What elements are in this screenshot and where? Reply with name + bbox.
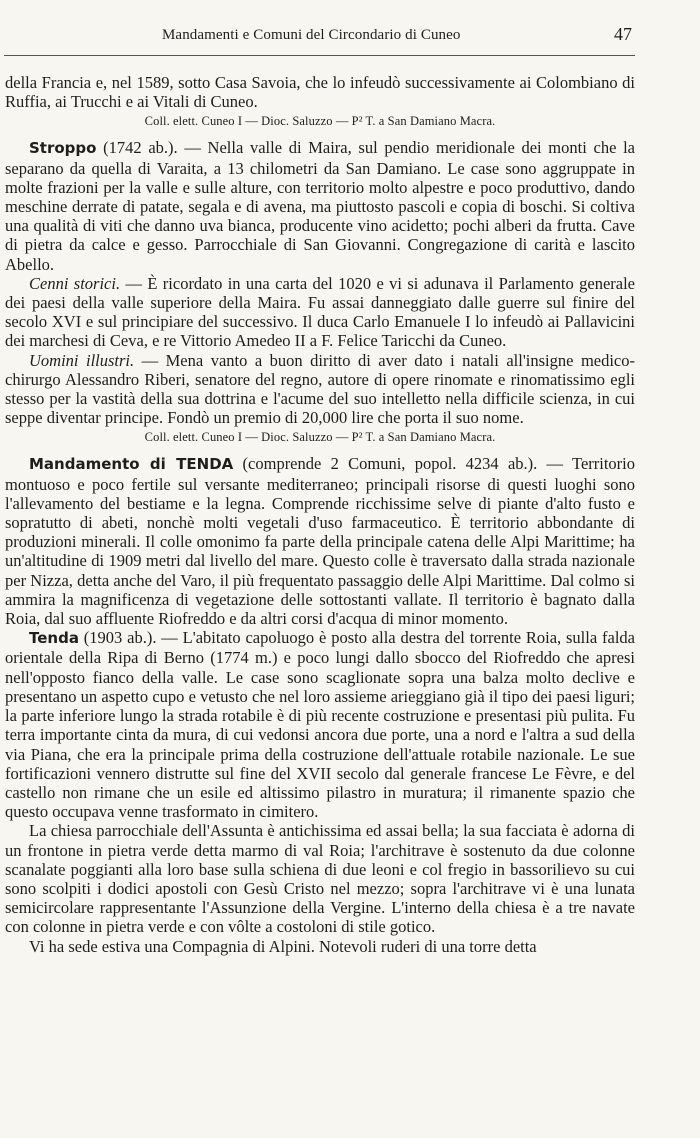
paragraph-tenda: [5, 628, 635, 821]
subheading-cenni-storici: Cenni storici.: [29, 273, 121, 293]
paragraph-text: (comprende 2 Comuni, popol. 4234 ab.). — Territorio montuoso e poco fertile sul versante mediterraneo; principali risorse di questi luoghi sono l'allevamento del bestiame e la legna. Comprende ricchissime selve di piante d'alto fusto e sopratutto di abeti, nonchè molti vegetali d'uso farmaceutico. È territorio abbondante di produzioni minerali. Il colle omonimo fa parte della principale catena delle Alpi Marittime; ha un'altitudine di 1909 metri dal livello del mare. Questo colle è traversato dalla strada nazionale per Nizza, detta anche del Varo, il più frequentato passaggio delle Alpi Marittime. Dal colmo si ammira la magnificenza di vegetazione delle sottostanti vallate. Il territorio è bagnato dalla Roia, dal suo affluente Riofreddo e da altri corsi d'acqua di minor momento.: [5, 454, 635, 629]
paragraph-francia: [5, 73, 635, 111]
paragraph-text: — Mena vanto a buon diritto di aver dato i natali all'insigne medico-chirurgo Alessandro Riberi, senatore del regno, autore di opere rinomate e rinomatissimo egli stesso per la vastità della sua dottrina e l'acume del suo intelletto nella difficile scienza, in cui seppe diventar principe. Fondò un premio di 20,000 lire che porta il suo nome.: [5, 350, 636, 428]
page-body: [5, 73, 635, 956]
header-rule: [4, 55, 635, 56]
paragraph-text: della Francia e, nel 1589, sotto Casa Savoia, che lo infeudò successivamente ai Colombiano di Ruffia, ai Trucchi e ai Vitali di Cuneo.: [5, 73, 635, 112]
subheading-uomini-illustri: Uomini illustri.: [29, 350, 135, 370]
paragraph-text: La chiesa parrocchiale dell'Assunta è antichissima ed assai bella; la sua facciata è adorna di un frontone in pietra verde detta marmo di val Roia; l'architrave è sostenuto da due colonne scanalate poggianti alla loro base sulla schiena di due leoni e col fregio in bassorilievo su cui sono scolpiti i dodici apostoli con Gesù Cristo nel mezzo; sopra l'architrave vi è una lunata semicircolare rappresentante l'Assunzione della Vergine. L'interno della chiesa è a tre navate con colonne in pietra verde e con vôlte a costoloni di stile gotico.: [5, 821, 635, 937]
running-title: Mandamenti e Comuni del Circondario di Cuneo: [162, 27, 461, 43]
entry-heading-stroppo: Stroppo: [29, 139, 97, 158]
paragraph-text: (1742 ab.). — Nella valle di Maira, sul pendio meridionale dei monti che la separano da quella di Varaita, a 13 chilometri da San Damiano. Le case sono aggruppate in molte frazioni per la valle e sulle alture, con territorio molto alpestre e poco produttivo, dando meschine derrate di patate, segala e di avena, ma piuttosto pascoli e copia di boschi. Si coltiva una qualità di viti che danno uva bianca, producente vino acidetto; pochi alberi da frutta. Cave di pietra da calce e gesso. Parrocchiale di San Giovanni. Congregazione di carità e lascito Abello.: [5, 138, 635, 274]
paragraph-chiesa: [5, 821, 635, 936]
electoral-note: Coll. elett. Cuneo I — Dioc. Saluzzo — P² T. a San Damiano Macra.: [144, 430, 496, 445]
paragraph-text: (1903 ab.). — L'abitato capoluogo è posto alla destra del torrente Roia, sulla falda orientale della Ripa di Berno (1774 m.) e poco lungi dallo sbocco del Riofreddo che apresi nell'opposto fianco della valle. Le case sono scaglionate sopra una balza molto declive e presentano un aspetto cupo e vetusto che nel loro assieme arieggiano già il tipo dei paesi liguri; la parte inferiore lungo la strada rotabile è di più recente costruzione e presentasi più pulita. Fu terra importante cinta da mura, di cui vedonsi ancora due porte, una a nord e l'altra a sud della via Piana, che era la principale prima della costruzione dell'attuale rotabile nazionale. Le sue fortificazioni vennero distrutte sul fine del XVII secolo dal generale francese Le Fèvre, e del castello non rimane che un esile ed altissimo pilastro in muratura; il rimanente spazio che questo occupava venne trasformato in cimitero.: [5, 628, 635, 822]
paragraph-stroppo: [5, 138, 635, 273]
entry-heading-mandamento-tenda: Mandamento di TENDA: [29, 455, 234, 474]
paragraph-uomini-illustri: [5, 351, 635, 428]
paragraph-cenni-storici: [5, 274, 635, 351]
page-header: [0, 24, 700, 54]
paragraph-text: — È ricordato in una carta del 1020 e vi si adunava il Parlamento generale dei paesi della valle superiore della Maira. Fu assai danneggiato dalle guerre sul finire del secolo XVI e sul principiare del successivo. Il duca Carlo Emanuele I lo infeudò ai Pallavicini dei marchesi di Ceva, e re Vittorio Amedeo II a F. Felice Taricchi da Cuneo.: [5, 273, 635, 351]
paragraph-alpini: [5, 937, 635, 956]
entry-heading-tenda: Tenda: [29, 629, 79, 648]
page-number: 47: [614, 24, 632, 44]
paragraph-text: Vi ha sede estiva una Compagnia di Alpini. Notevoli ruderi di una torre detta: [29, 936, 537, 956]
paragraph-mandamento-tenda: [5, 454, 635, 628]
electoral-note: Coll. elett. Cuneo I — Dioc. Saluzzo — P² T. a San Damiano Macra.: [144, 114, 496, 129]
